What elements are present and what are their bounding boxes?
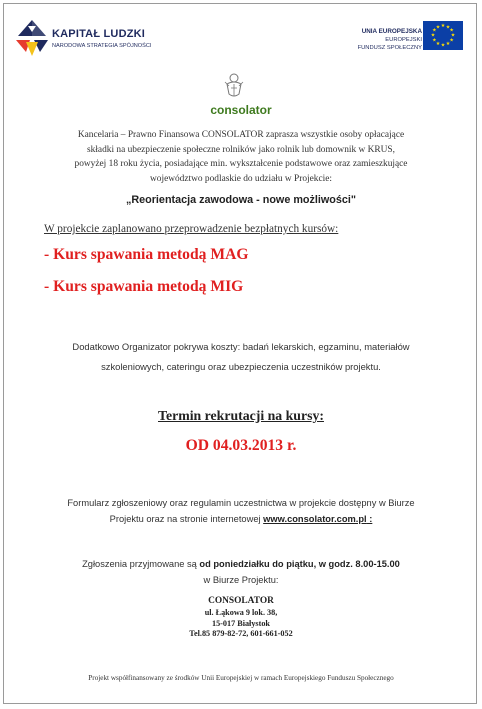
kapital-ludzki-title: KAPITAŁ LUDZKI [52, 28, 146, 40]
svg-text:★: ★ [435, 41, 441, 47]
consolator-emblem-icon [222, 72, 246, 100]
eu-label [312, 28, 422, 52]
extra-line: Dodatkowo Organizator pokrywa koszty: badań lekarskich, egzaminu, materiałów [72, 341, 410, 352]
course-mig: - Kurs spawania metodą MIG [44, 278, 244, 295]
extra-line: szkoleniowych, cateringu oraz ubezpieczenia uczestników projektu. [101, 361, 381, 372]
intro-line: składki na ubezpieczenie społeczne rolników jako rolnik lub domownik w KRUS, [86, 144, 395, 155]
applications-paragraph [20, 556, 462, 588]
form-info-paragraph [20, 495, 462, 527]
intro-line: Kancelaria – Prawno Finansowa CONSOLATOR zaprasza wszystkie osoby opłacające [77, 130, 405, 140]
form-line-2 [20, 511, 462, 527]
recruitment-date: OD 04.03.2013 r. [185, 437, 297, 454]
svg-text:★: ★ [449, 37, 454, 44]
form-line: Formularz zgłoszeniowy oraz regulamin uczestnictwa w projekcie dostępny w Biurze [67, 498, 415, 508]
applications-line-2: w Biurze Projektu: [203, 575, 279, 585]
eu-label-line1: UNIA EUROPEJSKA [361, 28, 422, 35]
eu-label-line2: EUROPEJSKI [385, 37, 422, 43]
cofinancing-footer: Projekt współfinansowany ze środków Unii Europejskiej w ramach Europejskiego Funduszu Społecznego [88, 674, 394, 682]
phone-numbers: Tel.85 879-82-72, 601-661-052 [189, 629, 293, 639]
kapital-ludzki-logo-icon [14, 18, 50, 58]
svg-text:★: ★ [445, 41, 451, 47]
kapital-ludzki-subtitle: NARODOWA STRATEGIA SPÓJNOŚCI [52, 43, 152, 49]
eu-flag-icon [423, 21, 463, 50]
svg-text:★: ★ [435, 24, 441, 31]
consolator-wordmark: consolator [210, 103, 272, 117]
city-address: 15-017 Białystok [211, 618, 270, 628]
svg-text:★: ★ [450, 32, 456, 39]
applications-text: Zgłoszenia przyjmowane są [82, 559, 200, 569]
svg-text:★: ★ [445, 24, 451, 31]
contact-address [20, 596, 462, 640]
recruitment-heading: Termin rekrutacji na kursy: [158, 408, 324, 423]
intro-line: województwo podlaskie do udziału w Projekcie: [150, 173, 332, 184]
website-link[interactable]: www.consolator.com.pl [263, 514, 367, 524]
office-hours: od poniedziałku do piątku, w godz. 8.00-15.00 [199, 559, 400, 569]
company-name: CONSOLATOR [208, 596, 274, 606]
svg-text:★: ★ [440, 42, 446, 49]
svg-text:★: ★ [432, 37, 437, 44]
applications-line-1 [20, 556, 462, 572]
form-text: Projektu oraz na stronie internetowej [109, 514, 264, 524]
svg-text:★: ★ [449, 27, 454, 34]
additional-costs-paragraph [20, 337, 462, 377]
svg-text:★: ★ [440, 23, 446, 29]
svg-text:★: ★ [432, 27, 437, 34]
intro-paragraph [20, 128, 462, 186]
course-mag: - Kurs spawania metodą MAG [44, 246, 249, 263]
project-title: „Reorientacja zawodowa - nowe możliwości" [125, 194, 357, 206]
street-address: ul. Łąkowa 9 lok. 38, [204, 608, 278, 618]
eu-label-line3: FUNDUSZ SPOŁECZNY [357, 45, 422, 51]
intro-line: powyżej 18 roku życia, posiadające min. wykształcenie podstawowe oraz zamieszkujące [74, 159, 408, 169]
svg-text:★: ★ [430, 32, 436, 39]
form-colon: : [366, 514, 373, 524]
courses-planned-heading: W projekcie zaplanowano przeprowadzenie bezpłatnych kursów: [44, 223, 339, 235]
